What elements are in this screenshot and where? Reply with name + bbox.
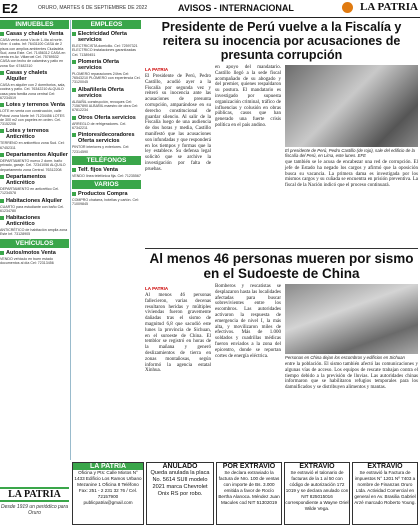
classified-listing: ALBAÑIL construcción, revoques Cel: 71567890 ALBAÑIL maestro de obra Cel: 67812234 <box>72 99 138 113</box>
classified-category: Habitaciones Anticrético <box>0 215 69 227</box>
notice-anulado-body: Queda anulada la placa No. 5614 SUII modelo 2021 marca Chevrolet Onix RS por robo. <box>150 470 210 497</box>
classified-listing: ELECTRICISTA domicilio. Cel: 72597321 ELECTRICO instalaciones garantizadas Cel. 71389451 <box>72 44 138 57</box>
notice-anulado-title: ANULADO <box>162 463 198 470</box>
classified-listing: ANTICRÉTICO de habitación amplia zona Este Inf. 73128905 <box>0 228 68 237</box>
classified-listing: PINTOR interiores y exteriores. Cel: 72314590 <box>72 145 130 154</box>
classified-category: Electricidad Oferta servicios <box>72 31 141 43</box>
article-peru-body-col1: El Presidente de Perú, Pedro Castillo, acudió ayer a la Fiscalía por segunda vez y reiteró su inocencia ante las acusaciones de presunta corrupción, amparándose en su derecho constitucional de guardar silencio. Al salir de la Fiscalía luego de una audiencia de dos horas y media, Castillo manifestó que las acusaciones son infundadas y que responderá en los tiempos y formas que la ley establece. Su defensa legal solicitó que se archive la investigación por falta de pruebas. <box>145 74 211 172</box>
column-divider <box>70 20 71 460</box>
classified-listing: ARREGLO de refrigeradores. Cel. 67342211 <box>72 121 127 130</box>
classified-band: VEHÍCULOS <box>0 239 69 248</box>
classified-listing: PLOMERO reparaciones 24hrs Cel: 76543210 PLOMERO con experiencia Cel. 73120045 <box>72 71 141 85</box>
classified-category: Departamentos Anticrético <box>0 174 69 186</box>
classified-category: Lotes y terrenos Anticrético <box>0 128 69 140</box>
article-divider <box>145 248 418 249</box>
classified-band: EMPLEOS <box>72 20 141 29</box>
contact-ad-title: LA PATRIA <box>73 463 143 470</box>
article-china-body-col1: Al menos 46 personas fallecieron, varias decenas resultaron heridas y múltiples viviendas fueron gravemente dañadas tras el sismo de magnitud 6,8 que sacudió este lunes la provincia de Sichuan, en el suroeste de China. El temblor se registró en horas de la mañana y generó deslizamientos de tierra en zonas montañosas, según informó la agencia estatal Xinhua. <box>145 293 211 374</box>
classified-listing: VENDO línea telefónica fija. Cel: 71235567 <box>72 173 141 178</box>
notice-extravio-2-title: EXTRAVÍO <box>299 463 335 470</box>
dateline: ORURO, MARTES 6 DE SEPTIEMBRE DE 2022 <box>38 5 148 11</box>
classified-category: Productos Compra <box>72 191 141 197</box>
classified-listing: DEPARTAMENTO nuevo 2 dorm. baño privado, garaje. Cel. 72341056 ALQUILO departamento zona Central. 76312208 <box>0 159 66 172</box>
classified-category: Telf. fijos Venta <box>72 167 141 173</box>
article-peru-body-col2: en apoyo del mandatario. Castillo llegó a la sede fiscal acompañado de su abogado y del premier, quienes respaldaron su postura. El mandatario es investigado por supuesta organización criminal, tráfico de influencias y colusión en obras públicas, casos que han generado una fuerte crisis política en el país andino. <box>215 65 281 128</box>
classified-listing: DEPARTAMENTO en anticrético Cel. 71234578 <box>0 186 60 196</box>
notice-extravio-3 <box>352 462 418 525</box>
logo-sun-icon <box>342 2 353 13</box>
classified-band: TELÉFONOS <box>72 156 141 165</box>
classified-listing: CASA en alquiler con 2 dormitorios, sala, cocina y patio. Cel. 76342210 ALQUILO casa para familia zona central Cel: 67234519 <box>0 83 66 100</box>
section-title: AVISOS - INTERNACIONAL <box>178 3 294 13</box>
classified-listing: TERRENO en anticrético zona Sud. Cel: 67452311 <box>0 141 65 150</box>
classified-band: VARIOS <box>72 180 141 189</box>
article-china-body-col3: entre la población. El sismo también afectó las comunicaciones y algunas vías de acceso. Los equipos de rescate trabajan contra el tiempo debido a la previsión de lluvias. Las autoridades chinas informaron que se habilitaron refugios temporales para los damnificados y se distribuyen alimentos y mantas. <box>285 362 418 391</box>
classifieds-section <box>0 20 141 460</box>
classified-listing: CUARTO para estudiante con baño Cel. 61234780 <box>0 204 64 213</box>
classified-category: Habitaciones Alquiler <box>0 198 69 204</box>
article-peru-headline: Presidente de Perú vuelve a la Fiscalía y reitera su inocencia por acusaciones de presunta corrupción <box>161 20 402 62</box>
classified-category: Departamentos Alquiler <box>0 152 69 158</box>
notice-extravio-1-body: Se declara extraviado la factura de Nro. 100 de ventas con importe de Bs. 3.000 emitida a favor de Rocío Bertha Alanoca. Méndez Juan Macules cod NIT 51302019 <box>218 470 280 505</box>
article-china-caption: Personas en China dejan los escombros y edificios en Sichuan <box>285 355 405 360</box>
classified-category: Otros Oferta servicios <box>72 115 141 121</box>
newspaper-logo <box>342 1 418 15</box>
classified-category: Lotes y terrenos Venta <box>0 102 69 108</box>
classified-band: INMUEBLES <box>0 20 69 29</box>
footer-slogan: Desde 1919 un periódico para Oruro <box>1 504 68 516</box>
classified-category: Pintores/decoradores Oferta servicios <box>72 132 141 144</box>
classified-category: Casas y chalets Alquiler <box>0 70 69 82</box>
article-china-byline: LA PATRIA <box>145 286 169 291</box>
article-peru-byline: LA PATRIA <box>145 67 169 72</box>
notice-extravio-3-title: EXTRAVÍO <box>367 463 403 470</box>
notice-extravio-1-title: POR EXTRAVÍO <box>222 463 276 470</box>
classified-category: Autos/motos Venta <box>0 250 69 256</box>
classified-listing: LOTE en venta con construcción, calle Potosí zona Norte Inf: 71234456 LOTES de 300 m2 con papeles en orden. Cel. 73152206 <box>0 109 65 127</box>
contact-ad-body: Oficina y Pts: Calle Mixtos N° 1433 Edificio Los Ramos Urbano Mezanine 1 Oficina 8 Teléfono Fax: 251 - 2 231 32 76 / Cel. 72157900 publicpatria@gmail.com <box>74 470 142 505</box>
footer-logo: LA PATRIA <box>0 487 69 502</box>
article-peru-photo <box>285 65 418 147</box>
classified-category: Plomería Oferta servicios <box>72 59 141 71</box>
notice-extravio-3-body: Se extravió la Factura de impuestos N° 1201 Nº 7403 a nombre de Finanzas Oruro Ltda. Actividad Comercial en general en Av. Brasilia Gabriel Arzé marcado Roberto Young. <box>354 470 416 505</box>
contact-ad <box>72 462 144 525</box>
classified-listing: VENDO vehículo en buen estado documentos al día Cel: 72313456 <box>0 256 54 266</box>
article-china-body-col2: Bomberos y rescatistas se desplazaron hasta las localidades afectadas para buscar sobrevivientes entre los escombros. Las autoridades activaron la respuesta de emergencia de nivel I, la más alta, y movilizaron miles de efectivos. Más de 1.000 soldados y cuadrillas médicas fueron enviados a la zona del epicentro, donde se reportan cortes de energía eléctrica. <box>215 284 281 359</box>
article-china-headline: Al menos 46 personas mueren por sismo en el Sudoeste de China <box>149 251 414 281</box>
classifieds-left-column <box>0 20 69 267</box>
notice-extravio-2-body: Se extravió el talonario de facturas de la 1 al 50 con código de autorización 172 1019 y se declara anulado con NIT 825015016 correspondiente a Wayne Oriel Wilde Vega. <box>285 470 349 511</box>
logo-text: LA PATRIA <box>360 1 418 13</box>
page-header <box>0 0 420 18</box>
classified-category: Casas y chalets Venta <box>0 31 69 37</box>
article-china <box>145 251 418 460</box>
page-number: E2 <box>2 1 18 16</box>
la-patria-footer <box>0 487 69 525</box>
article-peru-body-col3: que también se le acusa de encabezar una red de corrupción. El jefe de Estado ha negado los cargos y afirmó que la oposición busca su vacancia. La primera dama es investigada por los mismos cargos y su cuñada se encuentra en prisión preventiva. La fiscal de la Nación indicó que el proceso continuará. <box>285 160 418 189</box>
classified-listing: COMPRO chatarra, botellas y cartón. Cel: 71009845 <box>72 198 139 207</box>
notice-extravio-1 <box>216 462 282 525</box>
notice-anulado <box>146 462 214 525</box>
article-peru <box>145 20 418 261</box>
notice-extravio-2 <box>284 462 350 525</box>
classified-listing: CASA venta zona Vía de 1-4ta al norte. Vive: 4 caba. Inf: 76431100 CASA de 2 pisos con amplios ambientes Ciudadela Sud, zona Este. Cel. 71456312 CASA en venta en Av. Villarroel Cel. 75789532 CASA con techo de calamina y patio en zona Sur: 67482310 <box>0 38 66 68</box>
classified-category: Albañilería Oferta servicios <box>72 87 141 99</box>
classifieds-right-column <box>72 20 141 209</box>
article-peru-caption: El presidente de Perú, Pedro Castillo (de rojo), sale del edificio de la fiscalía del Perú, en Lima, este lunes. EFE <box>285 148 415 158</box>
article-china-photo <box>285 284 418 354</box>
